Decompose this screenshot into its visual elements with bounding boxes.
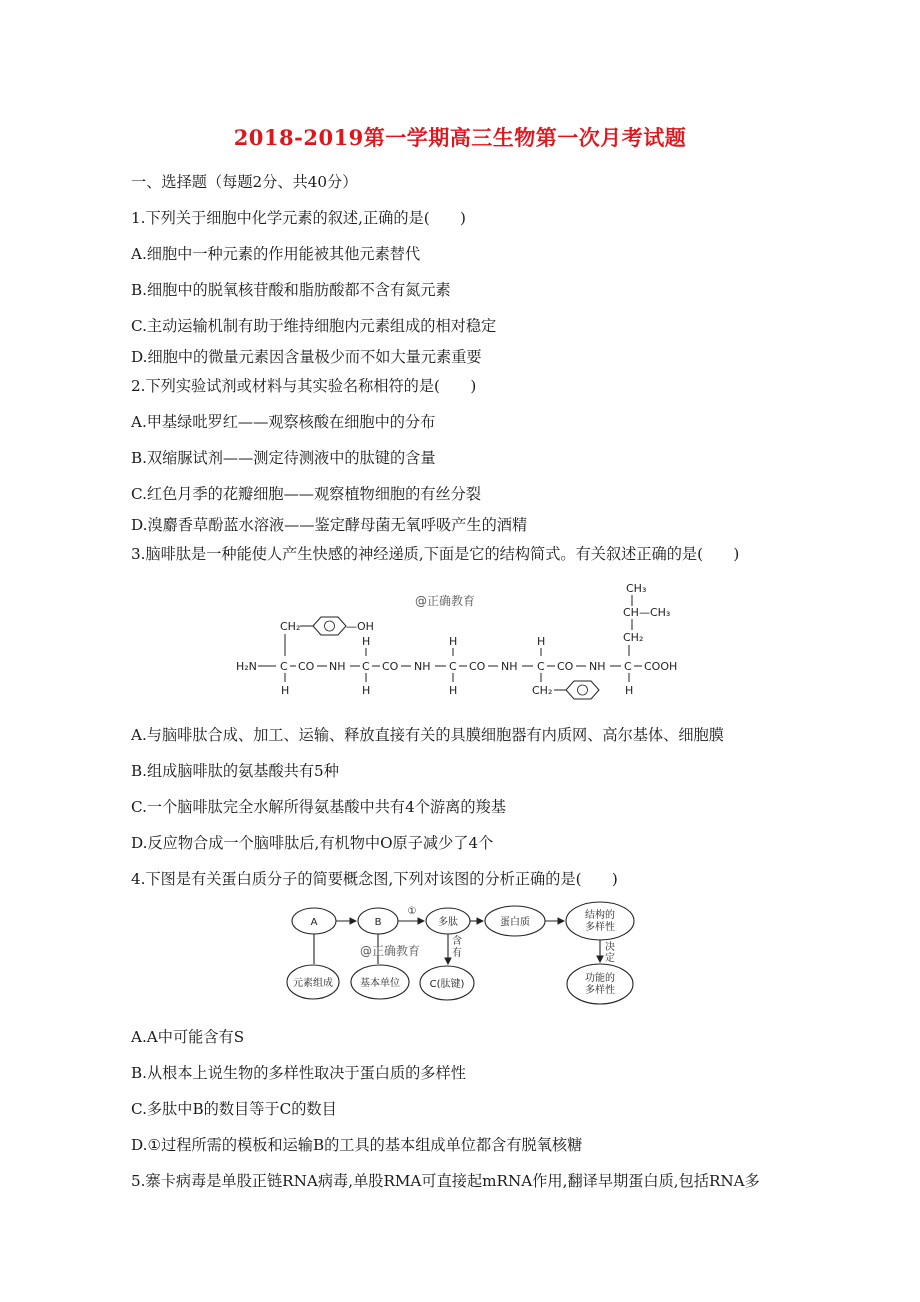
amide-3: NH — [501, 660, 518, 673]
carbonyl-2: CO — [382, 660, 399, 673]
section-heading: 一、选择题（每题2分、共40分） — [131, 173, 358, 191]
q4-stem: 4.下图是有关蛋白质分子的简要概念图,下列对该图的分析正确的是( ) — [131, 870, 618, 888]
q3-stem: 3.脑啡肽是一种能使人产生快感的神经递质,下面是它的结构简式。有关叙述正确的是( ) — [131, 545, 740, 563]
q1-stem: 1.下列关于细胞中化学元素的叙述,正确的是( ) — [131, 209, 466, 227]
carboxyl-terminus: COOH — [644, 660, 678, 673]
node-element: 元素组成 — [293, 978, 333, 989]
q2-option-b: B.双缩脲试剂——测定待测液中的肽键的含量 — [131, 449, 436, 467]
node-function-diversity-line1: 功能的 — [585, 973, 615, 984]
q2-option-c: C.红色月季的花瓣细胞——观察植物细胞的有丝分裂 — [131, 485, 482, 503]
edge-decide-1: 决 — [605, 942, 615, 953]
q1-option-a: A.细胞中一种元素的作用能被其他元素替代 — [131, 245, 421, 263]
concept-watermark: @正确教育 — [359, 944, 421, 958]
h-atom-2: H — [449, 635, 458, 648]
q4-option-a: A.A中可能含有S — [131, 1028, 245, 1046]
node-b: B — [374, 917, 382, 928]
alpha-carbon-1: C — [280, 660, 288, 673]
carbonyl-1: CO — [298, 660, 315, 673]
node-basic-unit: 基本单位 — [360, 978, 400, 989]
q2-stem: 2.下列实验试剂或材料与其实验名称相符的是( ) — [131, 377, 477, 395]
node-polypeptide: 多肽 — [438, 917, 458, 928]
node-protein: 蛋白质 — [500, 917, 530, 928]
node-structure-diversity-line2: 多样性 — [585, 922, 615, 933]
amino-terminus: H₂N — [236, 660, 257, 673]
q5-stem: 5.寨卡病毒是单股正链RNA病毒,单股RMA可直接起mRNA作用,翻译早期蛋白质,包括RNA多 — [131, 1172, 760, 1190]
q2-option-d: D.溴麝香草酚蓝水溶液——鉴定酵母菌无氧呼吸产生的酒精 — [131, 516, 528, 534]
step-1-label: ① — [407, 906, 417, 917]
hydroxyl-group: —OH — [346, 620, 374, 633]
edge-contain-1: 含 — [452, 936, 462, 947]
q1-option-c: C.主动运输机制有助于维持细胞内元素组成的相对稳定 — [131, 317, 497, 335]
amide-2: NH — [414, 660, 431, 673]
q1-option-b: B.细胞中的脱氧核苷酸和脂肪酸都不含有氮元素 — [131, 281, 451, 299]
node-peptide-bond: C(肽键) — [429, 979, 465, 990]
node-a: A — [310, 917, 318, 928]
phenyl-ring-icon — [566, 681, 599, 699]
q4-option-b: B.从根本上说生物的多样性取决于蛋白质的多样性 — [131, 1064, 466, 1082]
node-structure-diversity-line1: 结构的 — [585, 910, 615, 921]
structure-watermark: @正确教育 — [415, 594, 476, 608]
alpha-carbon-3: C — [449, 660, 457, 673]
q3-option-b: B.组成脑啡肽的氨基酸共有5种 — [131, 762, 339, 780]
q4-option-c: C.多肽中B的数目等于C的数目 — [131, 1100, 337, 1118]
edge-contain-2: 有 — [452, 948, 462, 959]
q3-option-c: C.一个脑啡肽完全水解所得氨基酸中共有4个游离的羧基 — [131, 798, 506, 816]
h-atom-1: H — [362, 635, 371, 648]
side-chain-ch2-right: CH₂ — [623, 631, 644, 644]
protein-concept-map — [285, 900, 655, 1010]
alpha-carbon-2: C — [362, 660, 370, 673]
carbonyl-3: CO — [469, 660, 486, 673]
q3-option-a: A.与脑啡肽合成、加工、运输、释放直接有关的具膜细胞器有内质网、高尔基体、细胞膜 — [131, 726, 724, 744]
q1-option-d: D.细胞中的微量元素因含量极少而不如大量元素重要 — [131, 348, 482, 366]
q4-option-d: D.①过程所需的模板和运输B的工具的基本组成单位都含有脱氧核糖 — [131, 1136, 583, 1154]
carbonyl-4: CO — [557, 660, 574, 673]
h-atom-lower-5: H — [625, 684, 634, 697]
node-function-diversity-line2: 多样性 — [585, 985, 615, 996]
amide-4: NH — [589, 660, 606, 673]
amide-1: NH — [329, 660, 346, 673]
side-chain-ch2-left: CH₂ — [280, 620, 301, 633]
h-atom-3: H — [537, 635, 546, 648]
exam-title: 2018-2019第一学期高三生物第一次月考试题 — [233, 125, 687, 150]
side-chain-ch2-phe: CH₂ — [532, 684, 553, 697]
side-chain-ch: CH—CH₃ — [623, 606, 671, 619]
h-atom-lower-3: H — [449, 684, 458, 697]
side-chain-ch3: CH₃ — [626, 582, 647, 595]
q3-option-d: D.反应物合成一个脑啡肽后,有机物中O原子减少了4个 — [131, 834, 494, 852]
h-atom-lower-2: H — [362, 684, 371, 697]
h-atom-lower-1: H — [281, 684, 290, 697]
alpha-carbon-5: C — [624, 660, 632, 673]
alpha-carbon-4: C — [537, 660, 545, 673]
q2-option-a: A.甲基绿吡罗红——观察核酸在细胞中的分布 — [131, 413, 436, 431]
edge-decide-2: 定 — [605, 953, 615, 964]
benzene-ring-icon — [313, 617, 346, 635]
enkephalin-structure-figure — [230, 578, 700, 703]
